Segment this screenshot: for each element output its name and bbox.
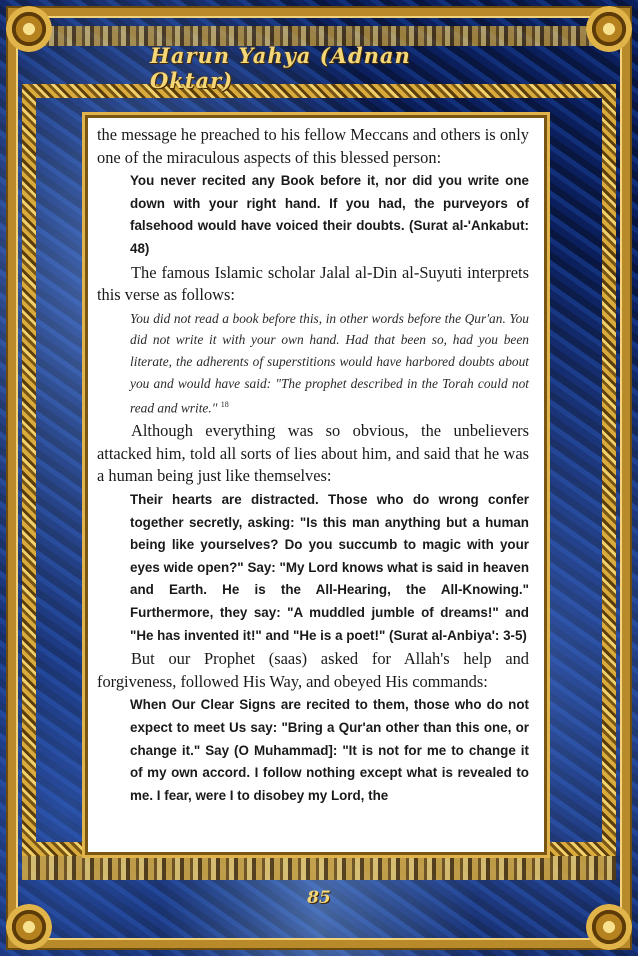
paragraph: The famous Islamic scholar Jalal al-Din al-Suyuti interprets this verse as follows: xyxy=(97,262,529,305)
corner-ornament-icon xyxy=(6,904,52,950)
book-author-title: Harun Yahya (Adnan Oktar) xyxy=(150,43,411,93)
quran-quote: Their hearts are distracted. Those who do wrong confer together secretly, asking: "Is this man anything but a human being like yourselves? Do you succumb to magic with your eyes wide open?" Say: "My Lord knows what is said in heaven and Earth. He is the All-Hearing, the All-Knowing." Furthermore, they say: "A muddled jumble of dreams!" and "He has invented it!" and "He is a poet!" (Surat al-Anbiya': 3-5) xyxy=(130,491,529,643)
paragraph: the message he preached to his fellow Meccans and others is only one of the miraculous aspects of this blessed person: xyxy=(97,125,529,167)
page-body xyxy=(97,124,529,808)
quran-quote: When Our Clear Signs are recited to them, those who do not expect to meet Us say: "Bring a Qur'an other than this one, or change it." Say (O Muhammad]: "It is not for me to change it of my own accord. I follow nothing except what is revealed to me. I fear, were I to disobey my Lord, the xyxy=(130,697,529,803)
footnote-ref: 18 xyxy=(220,400,229,410)
scholar-quote-text: You did not read a book before this, in other words before the Qur'an. You did not write it with your own hand. Had that been so, had you been literate, the adherents of superstitions would have harbored doubts about you and would have said: "The prophet described in the Torah could not read and write." xyxy=(130,310,529,416)
paragraph: But our Prophet (saas) asked for Allah's help and forgiveness, followed His Way, and obeyed His commands: xyxy=(97,649,529,691)
corner-ornament-icon xyxy=(586,6,632,52)
scholar-quote xyxy=(130,308,529,419)
corner-ornament-icon xyxy=(586,904,632,950)
quran-quote: You never recited any Book before it, nor did you write one down with your right hand. If you had, the purveyors of falsehood would have voiced their doubts. (Surat al-'Ankabut: 48) xyxy=(130,173,529,256)
running-header xyxy=(150,43,488,93)
corner-ornament-icon xyxy=(6,6,52,52)
bottom-ornament xyxy=(22,856,616,880)
page-number: 85 xyxy=(307,888,331,908)
paragraph: Although everything was so obvious, the unbelievers attacked him, told all sorts of lies about him, and said that he was a human being just like themselves: xyxy=(97,421,529,486)
